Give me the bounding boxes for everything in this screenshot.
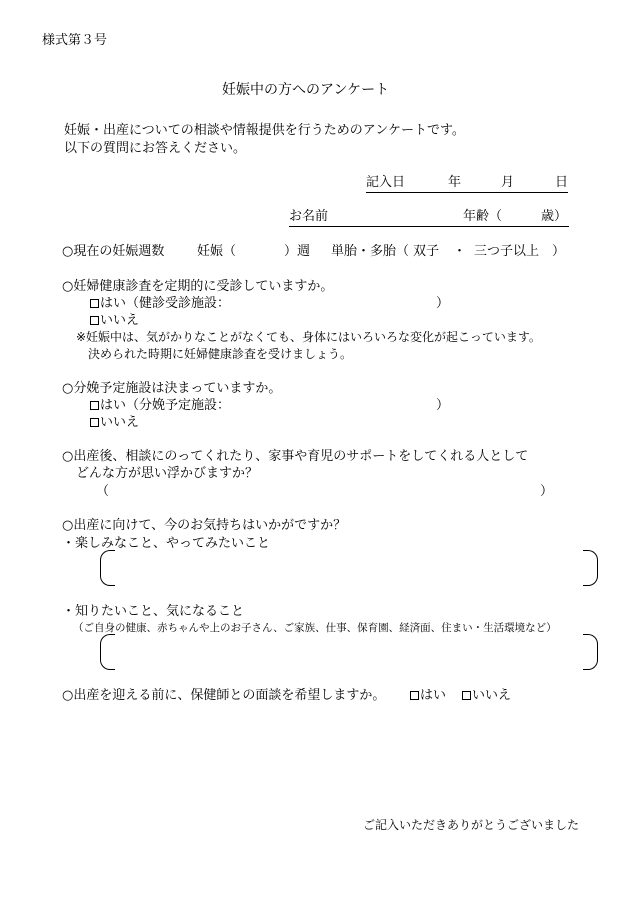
q3-yes-option[interactable]	[90, 398, 230, 414]
left-bracket	[100, 634, 115, 670]
q3-yes-checkbox[interactable]	[90, 401, 99, 410]
q1-separator: ・	[453, 244, 467, 259]
q2-no-label: いいえ	[100, 313, 140, 328]
q3-yes-label: はい（分娩予定施設：	[100, 398, 231, 413]
q2-yes-option[interactable]	[90, 296, 230, 312]
q4-line-1: ○出産後、相談にのってくれたり、家事や育児のサポートをしてくれる人として	[62, 449, 529, 464]
month-label: 月	[501, 175, 515, 190]
q6-no-checkbox[interactable]	[462, 691, 471, 700]
q2-note-1: ※妊娠中は、気がかりなことがなくても、身体にはいろいろな変化が起こっています。	[76, 330, 541, 344]
page-title: 妊娠中の方へのアンケート	[222, 82, 390, 98]
q2-no-checkbox[interactable]	[90, 316, 99, 325]
q5-sub-2-note: （ご自身の健康、赤ちゃんや上のお子さん、ご家族、仕事、保育園、経済面、住まい・生活環境など）	[73, 622, 557, 634]
q5-sub-1: ・楽しみなこと、やってみたいこと	[62, 536, 271, 551]
name-label: お名前	[289, 209, 329, 224]
q4-answer-field[interactable]	[96, 484, 554, 500]
q2-yes-close: ）	[436, 296, 450, 311]
q6-label: ○出産を迎える前に、保健師との面談を希望しますか。	[62, 688, 386, 703]
day-label: 日	[555, 175, 569, 190]
q5-label: ○出産に向けて、今のお気持ちはいかがですか？	[62, 518, 347, 533]
q5-answer-box-2[interactable]	[100, 634, 598, 670]
right-bracket	[583, 634, 598, 670]
q6-no-option[interactable]	[462, 688, 511, 704]
q4-close-paren: ）	[540, 484, 554, 499]
q6-no-label: いいえ	[472, 688, 512, 703]
closing-message: ご記入いただきありがとうございました	[363, 818, 580, 832]
q2-label: ○妊婦健康診査を定期的に受診していますか。	[62, 279, 334, 294]
date-field[interactable]	[366, 175, 568, 193]
q1-pregnancy-open: 妊娠（	[197, 244, 237, 259]
name-age-field[interactable]	[289, 209, 569, 227]
q1-week-close: ）週	[284, 244, 311, 259]
q1-close: ）	[552, 244, 566, 259]
age-label: 年齢（	[463, 209, 503, 224]
q2-no-option[interactable]	[90, 313, 139, 329]
date-label: 記入日	[366, 175, 406, 190]
intro-line-1: 妊娠・出産についての相談や情報提供を行うためのアンケートです。	[64, 123, 465, 138]
q3-no-label: いいえ	[100, 415, 140, 430]
q3-no-checkbox[interactable]	[90, 418, 99, 427]
q1-triplets-option[interactable]: 三つ子以上	[474, 244, 540, 259]
q4-open-paren: （	[96, 484, 110, 499]
q2-yes-checkbox[interactable]	[90, 299, 99, 308]
q4-line-2: どんな方が思い浮かびますか？	[76, 466, 259, 481]
q5-sub-2: ・知りたいこと、気になること	[62, 604, 245, 619]
q1-label: ○現在の妊娠週数	[62, 244, 165, 259]
q1-twins-option[interactable]: 双子	[413, 244, 440, 259]
right-bracket	[583, 550, 598, 586]
form-number: 様式第３号	[42, 33, 108, 48]
q3-label: ○分娩予定施設は決まっていますか。	[62, 381, 282, 396]
q5-answer-box-1[interactable]	[100, 550, 598, 586]
q6-yes-option[interactable]	[410, 688, 446, 704]
q6-yes-checkbox[interactable]	[410, 691, 419, 700]
q2-note-2: 決められた時期に妊婦健康診査を受けましょう。	[88, 347, 353, 361]
left-bracket	[100, 550, 115, 586]
age-unit: 歳）	[541, 209, 568, 224]
q1-birth-type-open: 単胎・多胎（	[331, 244, 410, 259]
q3-yes-close: ）	[436, 398, 450, 413]
year-label: 年	[448, 175, 462, 190]
q2-yes-label: はい（健診受診施設：	[100, 296, 231, 311]
q3-no-option[interactable]	[90, 415, 139, 431]
intro-line-2: 以下の質問にお答えください。	[64, 141, 247, 156]
q6-yes-label: はい	[420, 688, 447, 703]
